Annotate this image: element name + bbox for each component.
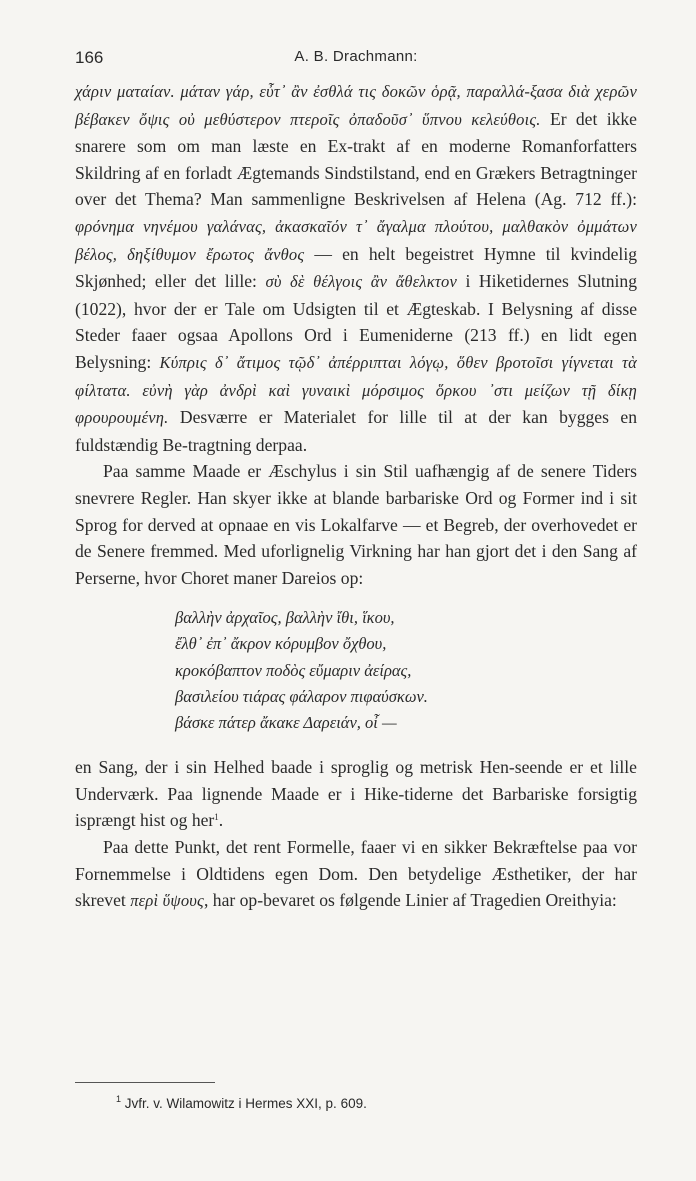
- paragraph-1-text-3: i Hiketidernes Slutning (1022), hvor der er Tale om Udsigten til et Ægteskab. I Belysning af disse Steder faaer ogsaa Apollons Ord i Eumeniderne (213 ff.) en lidt egen Belysning:: [75, 271, 637, 372]
- greek-quote-2: φρόνημα νηνέμου γαλάνας, ἀκασκαῖόν τ᾽ ἄγαλμα πλούτου, μαλθακὸν ὀμμάτων βέλος, δηξίθυμον ἔρωτος ἄνθος: [75, 216, 637, 264]
- running-head: A. B. Drachmann:: [294, 48, 418, 65]
- paragraph-3-end: .: [218, 810, 224, 831]
- paragraph-3: [75, 754, 637, 834]
- verse-quote: [175, 605, 637, 736]
- paragraph-1-text-2: — en helt begeistret Hymne til kvindelig Skjønhed; eller det lille:: [75, 243, 637, 292]
- paragraph-1: [75, 78, 637, 458]
- verse-line: κροκόβαπτον ποδὸς εὔμαριν ἀείρας,: [175, 660, 412, 680]
- paragraph-1-text-4: Desværre er Materialet for lille til at der kan bygges en fuldstændig Be-tragtning derpaa.: [75, 407, 637, 455]
- footnote-divider: [75, 1082, 215, 1083]
- footnote-marker: 1: [116, 1094, 122, 1104]
- verse-line: βαλλὴν ἀρχαῖος, βαλλὴν ἴθι, ἵκου,: [175, 608, 395, 628]
- greek-quote-1: χάριν ματαίαν. μάταν γάρ, εὖτ᾽ ἂν ἐσθλά τις δοκῶν ὁρᾷ, παραλλά-ξασα διὰ χερῶν βέβακεν ὄψις οὐ μεθύστερον πτεροῖς ὀπαδοῦσ᾽ ὕπνου κελεύθοις.: [75, 82, 637, 129]
- paragraph-4: [75, 834, 637, 915]
- page: [75, 44, 637, 915]
- paragraph-4-text-1: Paa dette Punkt, det rent Formelle, faaer vi en sikker Bekræftelse paa vor Fornemmelse i Oldtidens egen Dom. Den betydelige Æsthetiker, der har skrevet: [75, 837, 637, 911]
- page-number: 166: [75, 48, 104, 67]
- verse-line: ἔλθ᾽ ἐπ᾽ ἄκρον κόρυμβον ὄχθου,: [175, 634, 387, 654]
- greek-quote-3: σὺ δὲ θέλγοις ἂν ἄθελκτον: [265, 272, 457, 292]
- page-header: [75, 44, 637, 74]
- paragraph-4-text-2: , har op-bevaret os følgende Linier af Tragedien Oreithyia:: [203, 890, 617, 911]
- footnote: [116, 1096, 367, 1111]
- greek-title: περὶ ὕψους: [130, 891, 204, 911]
- footnote-reference: 1: [214, 812, 219, 823]
- greek-quote-4: Κύπρις δ᾽ ἄτιμος τῷδ᾽ ἀπέρριπται λόγῳ, ὅθεν βροτοῖσι γίγνεται τὰ φίλτατα. εὐνὴ γὰρ ἀνδρὶ καὶ γυναικὶ μόρσιμος ὅρκου ᾽στι μείζων τῇ δίκῃ φρουρουμένη.: [75, 352, 637, 428]
- verse-line: βασιλείου τιάρας φάλαρον πιφαύσκων.: [175, 686, 428, 706]
- paragraph-3-text: en Sang, der i sin Helhed baade i sproglig og metrisk Hen-seende er et lille Underværk. Paa lignende Maade er i Hike-tiderne det Barbariske forsigtig isprængt hist og her: [75, 757, 637, 831]
- paragraph-2: Paa samme Maade er Æschylus i sin Stil uafhængig af de senere Tiders snevrere Regler. Han skyer ikke at blande barbariske Ord og Former ind i sit Sprog for derved at opnaae en vis Lokalfarve — et Begreb, der overhovedet er de Senere fremmed. Med uforlignelig Virkning har han gjort det i den Sang af Perserne, hvor Choret maner Dareios op:: [75, 461, 637, 588]
- paragraph-1-text-1: Er det ikke snarere som om man læste en Ex-trakt af en moderne Romanforfatters Skildring af en forladt Ægtemands Sindstilstand, end en Grækers Betragtninger over det Thema? Man sammenligne Beskrivelsen af Helena (Ag. 712 ff.):: [75, 108, 637, 210]
- footnote-text: Jvfr. v. Wilamowitz i Hermes XXI, p. 609.: [124, 1096, 367, 1111]
- body-text: [75, 78, 637, 915]
- verse-line: βάσκε πάτερ ἄκακε Δαρειάν, οἶ —: [175, 713, 397, 733]
